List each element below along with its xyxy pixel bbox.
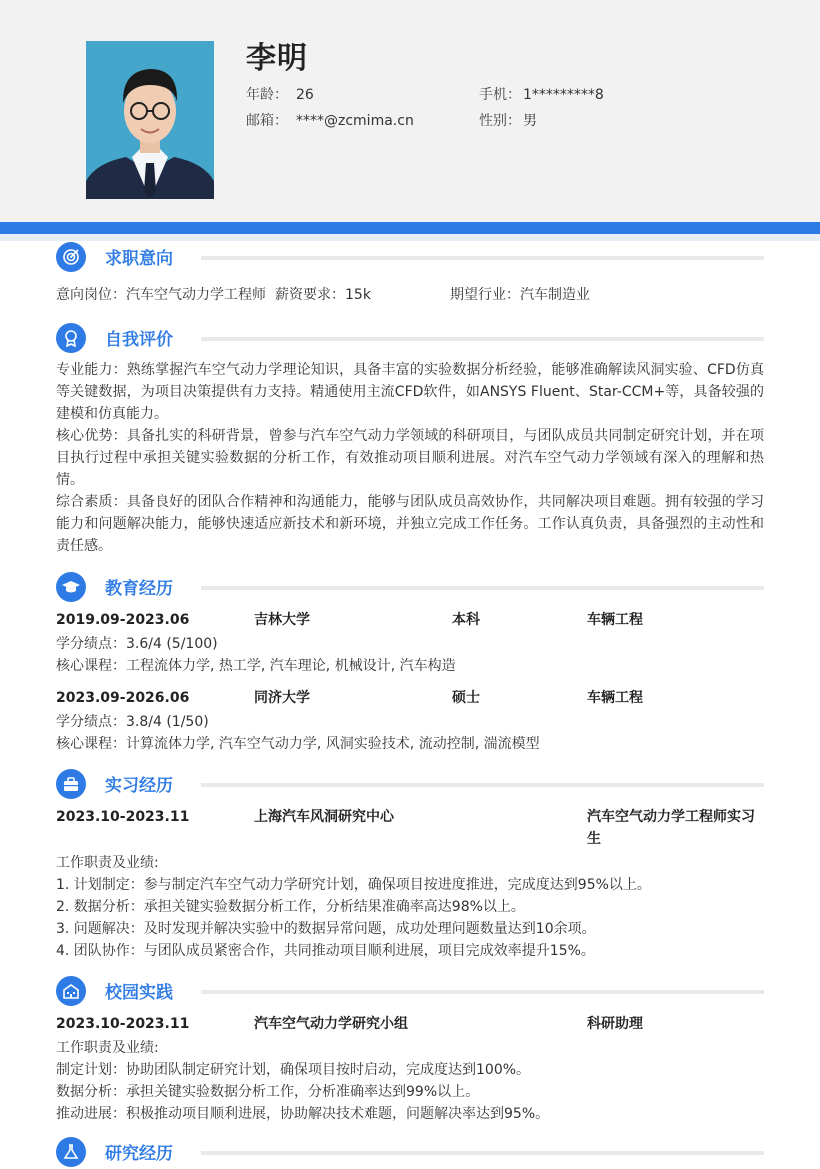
section-divider	[201, 990, 764, 994]
email-info	[246, 110, 414, 130]
intern-role-cont: 生	[587, 831, 601, 847]
intern-duty: 3. 问题解决：及时发现并解决实验中的数据异常问题，成功处理问题数量达到10余项。	[56, 921, 596, 937]
edu-period: 2019.09-2023.06	[56, 612, 190, 628]
section-header-research	[56, 1137, 764, 1169]
section-title-research: 研究经历	[105, 1144, 173, 1164]
gender-label: 性别：	[479, 113, 521, 129]
section-title-intent: 求职意向	[105, 249, 173, 269]
section-header-internship	[56, 769, 764, 801]
section-title-campus: 校园实践	[105, 983, 173, 1003]
campus-duty: 推动进展：积极推动项目顺利进展，协助解决技术难题，问题解决率达到95%。	[56, 1106, 550, 1122]
intent-position: 意向岗位：汽车空气动力学工程师	[56, 287, 266, 303]
section-divider	[201, 337, 764, 341]
gender-info	[479, 110, 537, 130]
phone-label: 手机：	[479, 87, 521, 103]
flask-icon	[56, 1137, 86, 1167]
edu-gpa: 学分绩点：3.8/4 (1/50)	[56, 714, 209, 730]
campus-org: 汽车空气动力学研究小组	[254, 1016, 408, 1032]
header-accent-bar	[0, 222, 820, 234]
section-divider	[201, 256, 764, 260]
intern-duty: 1. 计划制定：参与制定汽车空气动力学研究计划，确保项目按进度推进，完成度达到95%以上。	[56, 877, 651, 893]
portrait-illustration	[86, 41, 214, 199]
building-icon	[56, 976, 86, 1006]
campus-duty: 制定计划：协助团队制定研究计划，确保项目按时启动，完成度达到100%。	[56, 1062, 531, 1078]
edu-gpa: 学分绩点：3.6/4 (5/100)	[56, 636, 218, 652]
section-header-campus	[56, 976, 764, 1008]
gender-value: 男	[523, 113, 537, 129]
intern-duties-label: 工作职责及业绩:	[56, 855, 159, 871]
edu-school: 吉林大学	[254, 612, 310, 628]
campus-duties-label: 工作职责及业绩:	[56, 1040, 159, 1056]
badge-icon	[56, 323, 86, 353]
edu-courses: 核心课程：计算流体力学, 汽车空气动力学, 风洞实验技术, 流动控制, 湍流模型	[56, 736, 540, 752]
candidate-name: 李明	[246, 41, 308, 76]
phone-value: 1*********8	[523, 87, 604, 103]
self-eval-paragraph: 专业能力：熟练掌握汽车空气动力学理论知识，具备丰富的实验数据分析经验，能够准确解读风洞实验、CFD仿真等关键数据，为项目决策提供有力支持。精通使用主流CFD软件，如ANSYS Fluent、Star-CCM+等，具备较强的建模和仿真能力。	[56, 362, 764, 422]
intent-industry: 期望行业：汽车制造业	[450, 287, 590, 303]
age-label: 年龄：	[246, 87, 288, 103]
section-header-self-eval	[56, 323, 764, 355]
edu-degree: 硕士	[452, 690, 480, 706]
section-divider	[201, 783, 764, 787]
avatar	[86, 41, 214, 199]
intern-duty: 2. 数据分析：承担关键实验数据分析工作，分析结果准确率高达98%以上。	[56, 899, 525, 915]
email-label: 邮箱：	[246, 113, 288, 129]
self-eval-paragraph: 核心优势：具备扎实的科研背景，曾参与汽车空气动力学领域的科研项目，与团队成员共同制定研究计划，并在项目执行过程中承担关键实验数据的分析工作，有效推动项目顺利进展。对汽车空气动力学领域有深入的理解和热情。	[56, 428, 764, 488]
section-title-self-eval: 自我评价	[105, 330, 173, 350]
graduation-cap-icon	[56, 572, 86, 602]
intern-company: 上海汽车风洞研究中心	[254, 809, 394, 825]
intern-period: 2023.10-2023.11	[56, 809, 190, 825]
section-divider	[201, 1151, 764, 1155]
intern-duty: 4. 团队协作：与团队成员紧密合作，共同推动项目顺利进展，项目完成效率提升15%。	[56, 943, 595, 959]
section-divider	[201, 586, 764, 590]
profile-header	[0, 0, 820, 222]
email-value[interactable]: ****@zcmima.cn	[296, 113, 414, 129]
edu-major: 车辆工程	[587, 612, 643, 628]
briefcase-icon	[56, 769, 86, 799]
edu-courses: 核心课程：工程流体力学, 热工学, 汽车理论, 机械设计, 汽车构造	[56, 658, 456, 674]
section-title-education: 教育经历	[105, 579, 173, 599]
intern-role: 汽车空气动力学工程师实习	[587, 809, 755, 825]
self-eval-paragraph: 综合素质：具备良好的团队合作精神和沟通能力，能够与团队成员高效协作，共同解决项目难题。拥有较强的学习能力和问题解决能力，能够快速适应新技术和新环境，并独立完成工作任务。工作认真负责，具备强烈的主动性和责任感。	[56, 494, 764, 554]
age-value: 26	[296, 87, 314, 103]
header-accent-shadow	[0, 234, 820, 241]
self-eval-text	[56, 359, 764, 557]
age-info	[246, 84, 314, 104]
edu-major: 车辆工程	[587, 690, 643, 706]
campus-duty: 数据分析：承担关键实验数据分析工作，分析准确率达到99%以上。	[56, 1084, 480, 1100]
section-header-education	[56, 572, 764, 604]
campus-period: 2023.10-2023.11	[56, 1016, 190, 1032]
target-icon	[56, 242, 86, 272]
intent-salary: 薪资要求：15k	[275, 287, 371, 303]
phone-info	[479, 84, 604, 104]
section-header-intent	[56, 242, 764, 274]
section-title-internship: 实习经历	[105, 776, 173, 796]
edu-degree: 本科	[452, 612, 480, 628]
edu-period: 2023.09-2026.06	[56, 690, 190, 706]
campus-role: 科研助理	[587, 1016, 643, 1032]
edu-school: 同济大学	[254, 690, 310, 706]
